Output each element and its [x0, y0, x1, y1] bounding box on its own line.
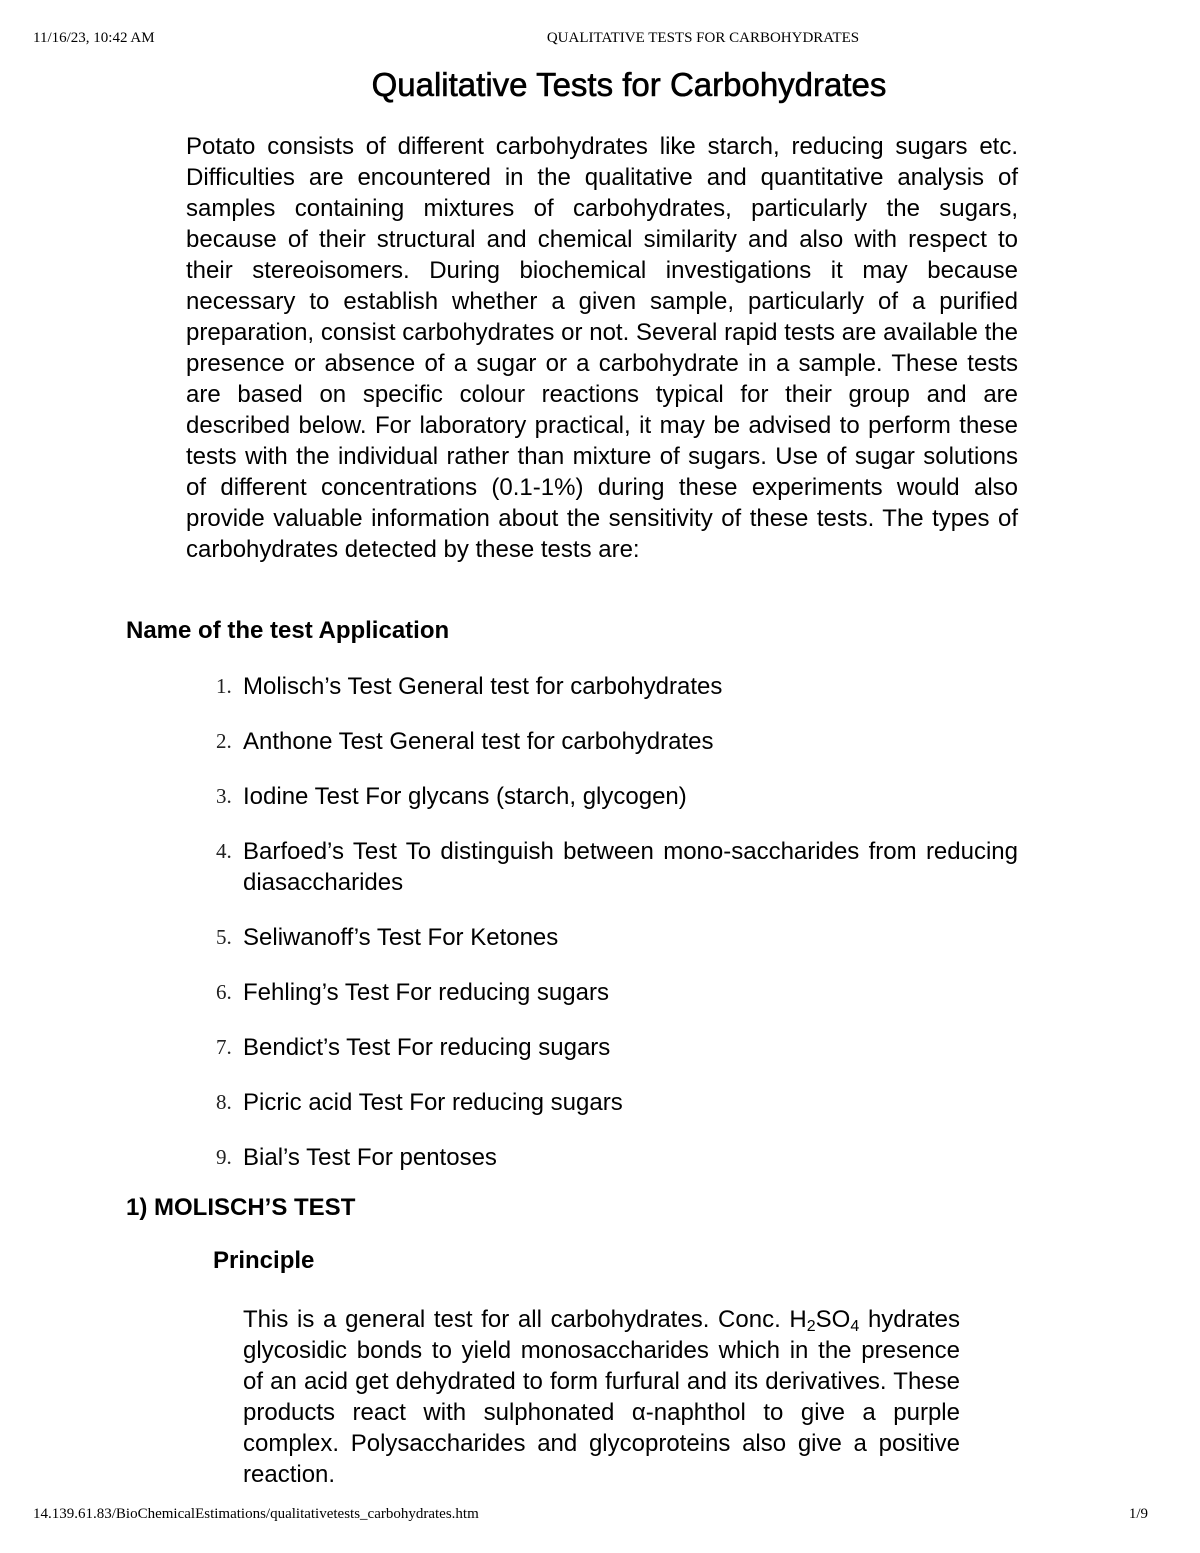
- subscript-2: 2: [806, 1318, 816, 1335]
- list-number: 1.: [216, 674, 232, 698]
- print-datetime: 11/16/23, 10:42 AM: [33, 30, 155, 46]
- list-item: [186, 1087, 1018, 1118]
- list-item: [186, 977, 1018, 1008]
- list-number: 5.: [216, 925, 232, 949]
- list-number: 4.: [216, 839, 232, 863]
- print-doc-title: QUALITATIVE TESTS FOR CARBOHYDRATES: [546, 30, 860, 46]
- list-item-text: Barfoed’s Test To distinguish between mono-saccharides from reducing diasaccharides: [243, 838, 1018, 896]
- tests-table-heading: Name of the test Application: [126, 617, 450, 644]
- list-item: [186, 726, 1018, 757]
- list-item: [186, 836, 1018, 898]
- print-header: [33, 26, 1153, 50]
- principle-paragraph: [243, 1304, 960, 1490]
- principle-heading: Principle: [213, 1247, 315, 1274]
- principle-text-part3: hydrates glycosidic bonds to yield monosaccharides which in the presence of an acid get dehydrated to form furfural and its derivatives. These products react with sulphonated α-naphthol to give a purple complex. Polysaccharides and glycoproteins also give a positive reaction.: [243, 1306, 961, 1488]
- list-item-text: Anthone Test General test for carbohydrates: [243, 728, 714, 755]
- list-item-text: Seliwanoff’s Test For Ketones: [243, 924, 559, 951]
- list-number: 9.: [216, 1145, 232, 1169]
- page-number: 1/9: [1128, 1506, 1148, 1522]
- page-title: Qualitative Tests for Carbohydrates: [371, 66, 887, 103]
- list-item-text: Fehling’s Test For reducing sugars: [243, 979, 609, 1006]
- list-item-text: Iodine Test For glycans (starch, glycogen): [243, 783, 687, 810]
- list-item: [186, 1142, 1018, 1173]
- list-item: [186, 671, 1018, 702]
- list-item: [186, 1032, 1018, 1063]
- list-item-text: Bial’s Test For pentoses: [243, 1144, 497, 1171]
- list-number: 6.: [216, 980, 232, 1004]
- list-item: [186, 922, 1018, 953]
- intro-paragraph: Potato consists of different carbohydrates like starch, reducing sugars etc. Difficulties are encountered in the qualitative and quantitative analysis of samples containing mixtures of carbohydrates, particularly the sugars, because of their structural and chemical similarity and also with respect to their stereoisomers. During biochemical investigations it may because necessary to establish whether a given sample, particularly of a purified preparation, consist carbohydrates or not. Several rapid tests are available the presence or absence of a sugar or a carbohydrate in a sample. These tests are based on specific colour reactions typical for their group and are described below. For laboratory practical, it may be advised to perform these tests with the individual rather than mixture of sugars. Use of sugar solutions of different concentrations (0.1-1%) during these experiments would also provide valuable information about the sensitivity of these tests. The types of carbohydrates detected by these tests are:: [186, 133, 1018, 563]
- tests-list: [186, 671, 1018, 1173]
- list-item: [186, 781, 1018, 812]
- principle-text-part2: SO: [815, 1306, 851, 1333]
- list-item-text: Bendict’s Test For reducing sugars: [243, 1034, 611, 1061]
- list-number: 2.: [216, 729, 232, 753]
- print-url: 14.139.61.83/BioChemicalEstimations/qualitativetests_carbohydrates.htm: [33, 1506, 479, 1522]
- principle-text-part1: This is a general test for all carbohydrates. Conc. H: [243, 1306, 807, 1333]
- list-number: 3.: [216, 784, 232, 808]
- list-number: 7.: [216, 1035, 232, 1059]
- print-footer: [33, 1506, 1148, 1528]
- list-number: 8.: [216, 1090, 232, 1114]
- list-item-text: Molisch’s Test General test for carbohydrates: [243, 673, 723, 700]
- subscript-4: 4: [850, 1318, 860, 1335]
- list-item-text: Picric acid Test For reducing sugars: [243, 1089, 623, 1116]
- molisch-test-heading: 1) MOLISCH’S TEST: [126, 1194, 356, 1221]
